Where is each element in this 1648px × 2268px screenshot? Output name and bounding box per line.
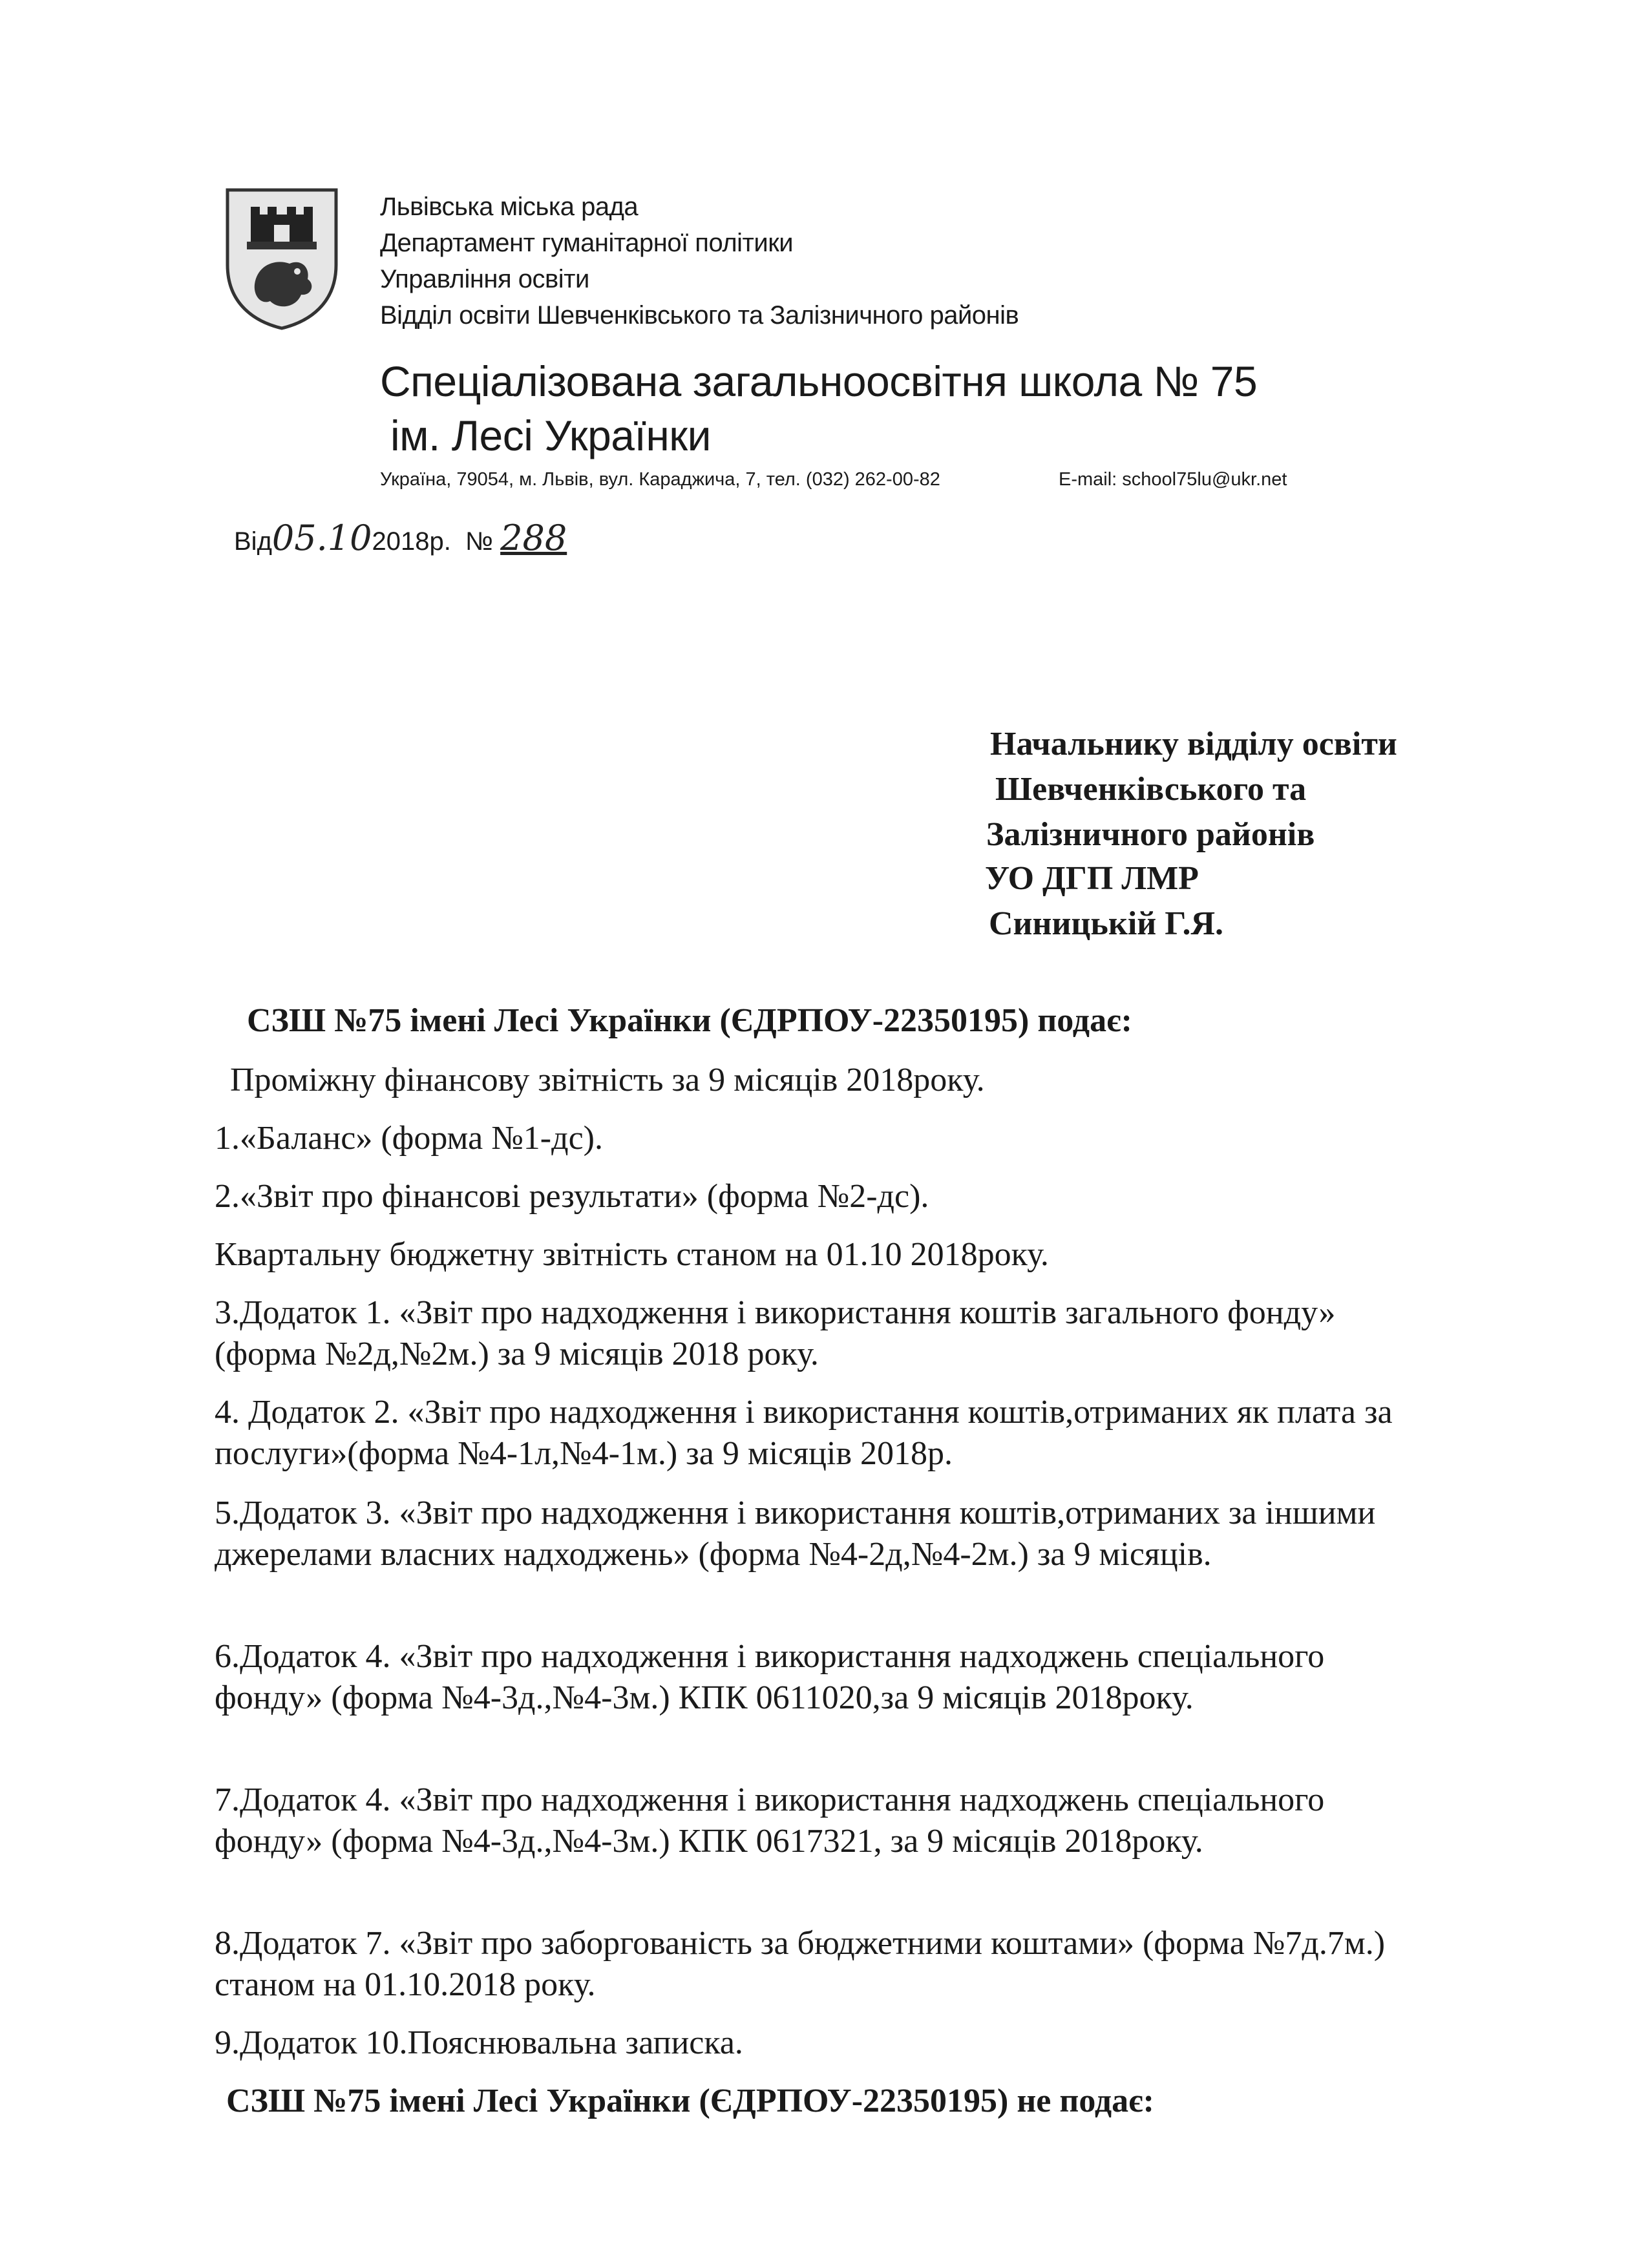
reference-number-label: № bbox=[465, 527, 494, 556]
heading-submits: СЗШ №75 імені Лесі Українки (ЄДРПОУ-22350195) подає: bbox=[247, 1002, 1132, 1039]
report-item-3: 3.Додаток 1. «Звіт про надходження і використання коштів загального фонду» (форма №2д,№2м.) за 9 місяців 2018 року. bbox=[215, 1294, 1336, 1372]
org-line-department: Департамент гуманітарної політики bbox=[380, 229, 794, 257]
recipient-line-1: Начальнику відділу освіти bbox=[990, 726, 1397, 762]
reference-day-handwritten: 05 bbox=[271, 518, 317, 558]
reference-separator: . bbox=[316, 518, 328, 558]
school-name: Спеціалізована загальноосвітня школа № 75 bbox=[380, 357, 1258, 405]
recipient-line-2: Шевченківського та bbox=[995, 771, 1307, 808]
reference-number-handwritten: 288 bbox=[500, 518, 567, 558]
report-item-4: 4. Додаток 2. «Звіт про надходження і використання коштів,отриманих як плата за послуги»(форма №4-1л,№4-1м.) за 9 місяців 2018р. bbox=[215, 1394, 1393, 1472]
org-line-district-division: Відділ освіти Шевченківського та Залізничного районів bbox=[380, 301, 1019, 330]
report-item-5: 5.Додаток 3. «Звіт про надходження і використання коштів,отриманих за іншими джерелами власних надходжень» (форма №4-2д,№4-2м.) за 9 місяців. bbox=[215, 1495, 1376, 1573]
report-item-9: 9.Додаток 10.Пояснювальна записка. bbox=[215, 2024, 743, 2061]
reference-prefix: Від bbox=[234, 527, 272, 556]
report-item-6: 6.Додаток 4. «Звіт про надходження і використання надходжень спеціального фонду» (форма №4-3д.,№4-3м.) КПК 0611020,за 9 місяців 2018року. bbox=[215, 1638, 1325, 1716]
reference-month-handwritten: 10 bbox=[327, 518, 372, 558]
lviv-coat-of-arms-logo bbox=[225, 187, 339, 331]
financial-reporting-title: Проміжну фінансову звітність за 9 місяців 2018року. bbox=[230, 1062, 985, 1098]
report-item-2: 2.«Звіт про фінансові результати» (форма №2-дс). bbox=[215, 1178, 929, 1215]
recipient-line-5: Синицькій Г.Я. bbox=[989, 905, 1224, 942]
report-item-7: 7.Додаток 4. «Звіт про надходження і використання надходжень спеціального фонду» (форма №4-3д.,№4-3м.) КПК 0617321, за 9 місяців 2018року. bbox=[215, 1781, 1325, 1860]
budget-reporting-title: Квартальну бюджетну звітність станом на 01.10 2018року. bbox=[215, 1236, 1049, 1273]
reference-year: 2018р. bbox=[372, 527, 451, 556]
org-line-education-office: Управління освіти bbox=[380, 265, 589, 293]
heading-not-submits: СЗШ №75 імені Лесі Українки (ЄДРПОУ-22350195) не подає: bbox=[226, 2083, 1154, 2119]
report-item-1: 1.«Баланс» (форма №1-дс). bbox=[215, 1120, 603, 1157]
school-email: E-mail: school75lu@ukr.net bbox=[1059, 469, 1287, 490]
org-line-city-council: Львівська міська рада bbox=[380, 193, 639, 221]
school-name-dedication: ім. Лесі Українки bbox=[390, 412, 712, 459]
outgoing-reference bbox=[234, 520, 567, 560]
recipient-line-4: УО ДГП ЛМР bbox=[985, 860, 1199, 897]
recipient-line-3: Залізничного районів bbox=[986, 816, 1315, 853]
school-address: Україна, 79054, м. Львів, вул. Караджича, 7, тел. (032) 262-00-82 bbox=[380, 469, 940, 490]
report-item-8: 8.Додаток 7. «Звіт про заборгованість за бюджетними коштами» (форма №7д.7м.) станом на 01.10.2018 року. bbox=[215, 1925, 1386, 2003]
